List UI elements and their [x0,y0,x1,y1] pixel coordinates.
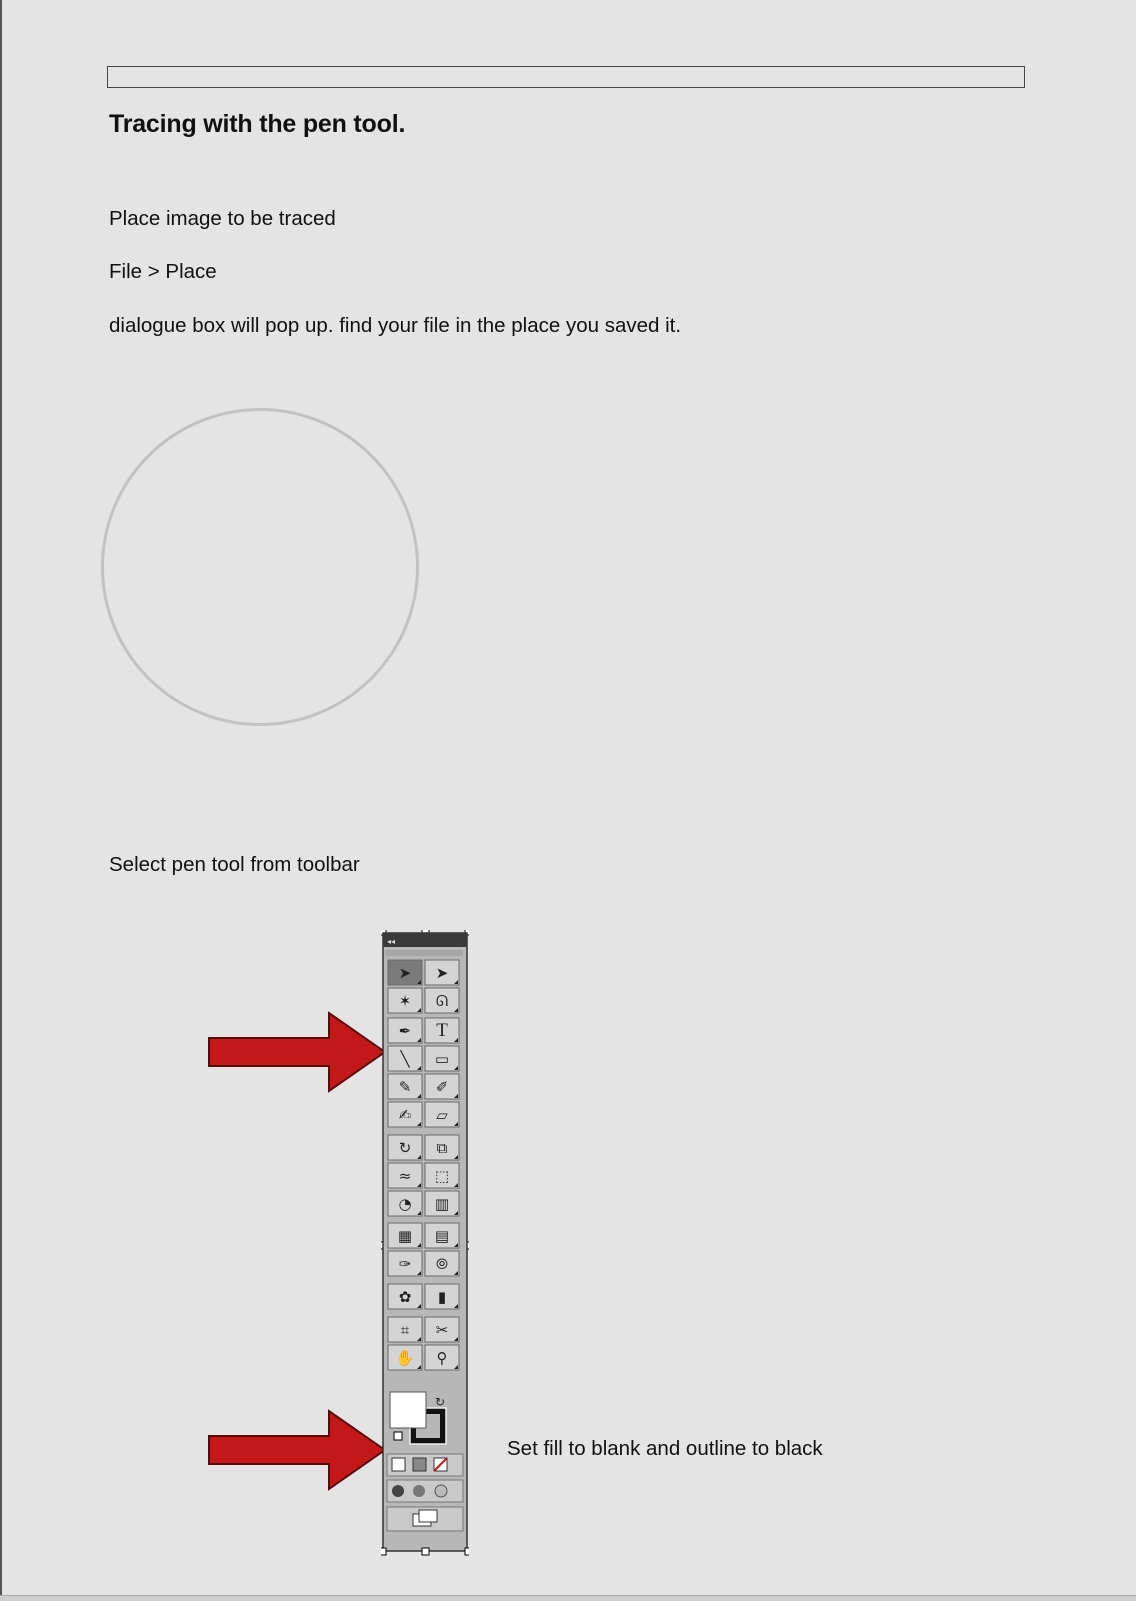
lasso-icon: ᘏ [435,992,449,1010]
hand-tool[interactable] [388,1345,422,1370]
blend-icon: ⦾ [435,1255,449,1273]
placed-image-circle [101,408,419,726]
scale-tool[interactable] [425,1135,459,1160]
warp-icon: ≈ [398,1167,412,1185]
perspective-grid-tool[interactable] [425,1191,459,1216]
selection-tool[interactable] [388,960,422,985]
paintbrush-tool[interactable] [388,1074,422,1099]
paintbrush-icon: ✎ [398,1078,412,1096]
red-arrow-fill-stroke [207,1409,387,1491]
magic-wand-icon: ✶ [398,992,412,1010]
magic-wand-tool[interactable] [388,988,422,1013]
type-tool[interactable] [425,1018,459,1043]
rectangle-icon: ▭ [434,1050,450,1068]
draw-mode-buttons [387,1480,463,1502]
title-text-box[interactable] [107,66,1025,88]
swap-fill-stroke-icon[interactable]: ↻ [435,1395,446,1409]
pencil-icon: ✐ [435,1078,449,1096]
rotate-icon: ↻ [398,1139,412,1157]
perspective-grid-icon: ▥ [434,1195,450,1213]
tools-panel[interactable] [381,930,469,1560]
slice-tool[interactable] [425,1317,459,1342]
scale-icon: ⧉ [436,1139,448,1157]
default-fill-stroke-icon[interactable] [394,1432,402,1440]
tools-panel-grip[interactable] [385,950,463,956]
eyedropper-tool[interactable] [388,1251,422,1276]
red-arrow-pen-tool [207,1011,387,1093]
column-graph-tool[interactable] [425,1284,459,1309]
mesh-icon: ▦ [397,1227,413,1245]
blob-brush-tool[interactable] [388,1102,422,1127]
free-transform-tool[interactable] [425,1163,459,1188]
gradient-tool[interactable] [425,1223,459,1248]
pen-icon: ✒ [398,1022,412,1040]
type-icon: T [436,1020,448,1041]
mesh-tool[interactable] [388,1223,422,1248]
tools-panel-titlebar[interactable] [383,933,467,947]
step-select-pen-tool: Select pen tool from toolbar [109,853,360,876]
step-dialogue-box: dialogue box will pop up. find your file in the place you saved it. [109,314,682,337]
hand-icon: ✋ [395,1349,415,1367]
gradient-icon: ▤ [434,1227,450,1245]
free-transform-icon: ⬚ [434,1167,450,1185]
column-graph-icon: ▮ [437,1288,447,1306]
zoom-tool[interactable] [425,1345,459,1370]
slice-icon: ✂ [435,1321,449,1339]
step-place-image: Place image to be traced [109,207,336,230]
pencil-tool[interactable] [425,1074,459,1099]
color-mode-buttons [387,1454,463,1476]
artboard-icon: ⌗ [400,1321,410,1339]
color-mode-icon[interactable] [392,1458,405,1471]
eyedropper-icon: ✑ [398,1255,412,1273]
direct-selection-icon: ➤ [435,964,449,982]
blend-tool[interactable] [425,1251,459,1276]
bottom-strip [0,1595,1136,1601]
eraser-tool[interactable] [425,1102,459,1127]
rotate-tool[interactable] [388,1135,422,1160]
eraser-icon: ▱ [436,1106,448,1124]
shape-builder-icon: ◔ [398,1195,412,1213]
blob-brush-icon: ✍ [398,1106,412,1124]
draw-normal-icon[interactable] [392,1485,404,1497]
page-heading: Tracing with the pen tool. [109,110,406,138]
line-segment-tool[interactable] [388,1046,422,1071]
collapse-icon[interactable]: ◂◂ [387,937,396,946]
rectangle-tool[interactable] [425,1046,459,1071]
gradient-mode-icon[interactable] [413,1458,426,1471]
pen-tool[interactable] [388,1018,422,1043]
lasso-tool[interactable] [425,988,459,1013]
fill-stroke-control[interactable] [390,1392,446,1444]
symbol-sprayer-icon: ✿ [398,1288,412,1306]
line-segment-icon: ╲ [400,1050,410,1068]
page-left-edge [0,0,2,1600]
direct-selection-tool[interactable] [425,960,459,985]
shape-builder-tool[interactable] [388,1191,422,1216]
step-file-place: File > Place [109,260,217,283]
zoom-icon: ⚲ [436,1349,448,1367]
warp-tool[interactable] [388,1163,422,1188]
fill-swatch[interactable] [390,1392,426,1428]
selection-icon: ➤ [398,964,412,982]
screen-mode-button[interactable] [387,1507,463,1531]
draw-behind-icon[interactable] [413,1485,425,1497]
draw-inside-icon[interactable] [435,1485,447,1497]
fill-stroke-instruction: Set fill to blank and outline to black [507,1437,823,1460]
symbol-sprayer-tool[interactable] [388,1284,422,1309]
artboard-tool[interactable] [388,1317,422,1342]
